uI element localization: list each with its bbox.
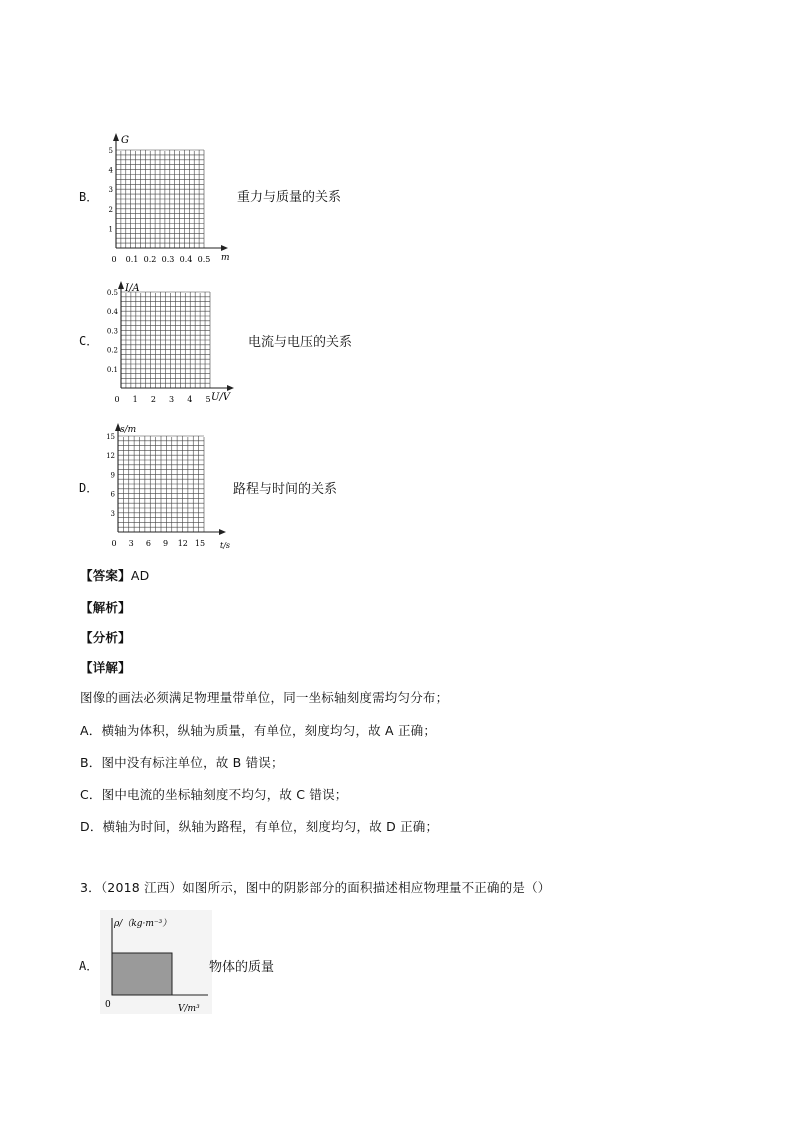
y-tick-label: 9 [110, 471, 115, 480]
graph-d-x-label: t/s [220, 541, 231, 550]
graph-d-y-label: s/m [120, 425, 137, 435]
answer-line [80, 566, 149, 584]
explanation-line: B．图中没有标注单位，故 B 错误； [80, 755, 284, 770]
x-tick-label: 3 [169, 395, 175, 404]
y-tick-label: 0.5 [106, 289, 118, 297]
explanation-line: A．横轴为体积，纵轴为质量，有单位，刻度均匀，故 A 正确； [80, 723, 437, 738]
option-a-letter: A． [79, 959, 99, 973]
y-tick-label: 4 [108, 166, 113, 175]
y-tick-label: 0.3 [106, 327, 118, 336]
graph-c-y-label: I/A [125, 283, 140, 294]
graph-b-gravity-mass [104, 130, 234, 266]
x-tick-label: 6 [145, 539, 151, 548]
option-b-caption: 重力与质量的关系 [237, 190, 342, 205]
answer-value: AD [130, 568, 150, 583]
option-a-caption: 物体的质量 [209, 960, 275, 975]
explanation-line: D．横轴为时间，纵轴为路程，有单位，刻度均匀，故 D 正确； [80, 819, 439, 834]
breakdown-heading: 【分析】 [80, 630, 131, 645]
x-tick-label: 0 [111, 255, 117, 264]
explanation-line: C．图中电流的坐标轴刻度不均匀，故 C 错误； [80, 787, 348, 802]
x-tick-label: 5 [205, 395, 211, 404]
y-tick-label: 12 [106, 452, 115, 461]
y-tick-label: 3 [108, 186, 113, 195]
x-tick-label: 4 [187, 395, 193, 404]
x-tick-label: 0 [114, 395, 120, 404]
x-tick-label: 0.5 [197, 255, 211, 264]
x-tick-label: 2 [150, 395, 156, 404]
analysis-heading: 【解析】 [80, 600, 131, 615]
option-c-letter: C． [79, 334, 99, 348]
y-tick-label: 3 [110, 509, 115, 518]
x-tick-label: 0.2 [143, 255, 157, 264]
graph-a-y-label: ρ/（kg·m⁻³） [114, 919, 172, 929]
graph-c-x-label: U/V [211, 392, 231, 403]
x-tick-label: 0.1 [125, 255, 139, 264]
option-d-caption: 路程与时间的关系 [233, 482, 338, 497]
graph-d-grid [118, 436, 204, 532]
option-c-caption: 电流与电压的关系 [248, 335, 353, 350]
answer-label: 【答案】 [80, 568, 131, 583]
x-tick-label: 0.3 [161, 255, 175, 264]
y-tick-label: 0.4 [106, 308, 118, 317]
graph-b-x-label: m [221, 253, 230, 263]
x-tick-label: 3 [128, 539, 134, 548]
x-tick-label: 12 [177, 539, 188, 548]
question-3-stem: 3．（2018 江西）如图所示，图中的阴影部分的面积描述相应物理量不正确的是（） [80, 880, 551, 895]
option-d-letter: D． [79, 481, 99, 495]
y-tick-label: 2 [108, 205, 113, 214]
detail-heading: 【详解】 [80, 660, 131, 675]
graph-a-density-volume [100, 910, 212, 1014]
graph-b-y-label: G [121, 135, 129, 146]
x-tick-label: 0 [111, 539, 117, 548]
y-tick-label: 1 [108, 225, 113, 234]
option-b-letter: B． [79, 190, 99, 204]
graph-a-origin: 0 [105, 1000, 111, 1010]
graph-d-distance-time [104, 420, 234, 554]
x-tick-label: 15 [194, 539, 206, 548]
y-tick-label: 6 [110, 490, 115, 499]
graph-b-grid [116, 150, 204, 248]
y-tick-label: 5 [108, 147, 113, 155]
y-tick-label: 0.2 [106, 346, 118, 355]
y-tick-label: 15 [106, 433, 115, 441]
graph-a-x-label: V/m³ [178, 1004, 200, 1014]
x-tick-label: 0.4 [179, 255, 193, 264]
y-tick-label: 0.1 [106, 365, 118, 374]
x-tick-label: 1 [132, 395, 138, 404]
shaded-area [112, 953, 172, 995]
graph-c-grid [121, 292, 210, 388]
x-tick-label: 9 [163, 539, 169, 548]
graph-c-current-voltage [104, 276, 244, 406]
explanation-line: 图像的画法必须满足物理量带单位，同一坐标轴刻度需均匀分布； [80, 690, 449, 705]
